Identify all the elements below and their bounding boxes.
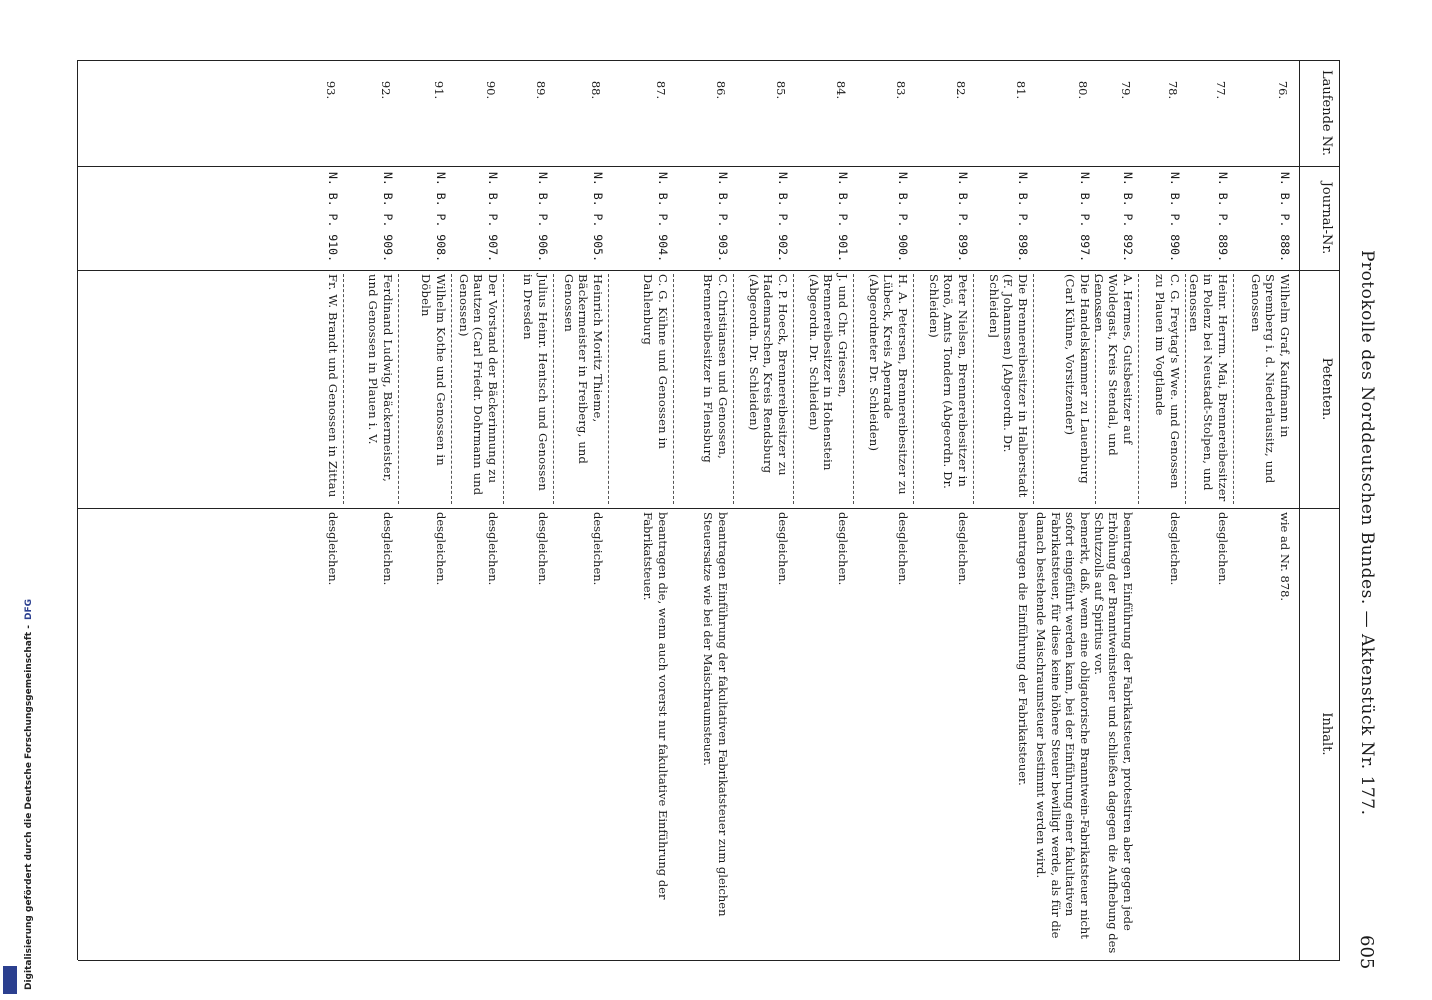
journal-number: N. B. P. 888.	[1278, 172, 1292, 263]
row-separator	[1185, 274, 1186, 504]
row-separator	[1233, 274, 1234, 504]
row-number: 87.	[654, 80, 668, 100]
petition-content: beantragen die, wenn auch vorerst nur fakultative Einführung der Fabrikatsteuer.	[641, 512, 670, 900]
col-header-content: Inhalt.	[1319, 712, 1334, 756]
petition-content: desgleichen.	[1216, 512, 1230, 586]
row-number: 91.	[432, 80, 446, 100]
journal-number: N. B. P. 908.	[434, 172, 448, 263]
row-number: 78.	[1166, 80, 1180, 100]
petition-content: desgleichen.	[1168, 512, 1182, 586]
row-number: 81.	[1014, 80, 1028, 100]
row-separator	[1033, 274, 1034, 504]
petition-content: bemerkt, daß, wenn eine obligatorische Branntwein-Fabrikatsteuer nicht sofort eingeführt werden kann, bei der Einführung einer fakultativen Fabrikatsteuer, für diese keine höhere Steuer bewilligt werde, als für die danach bestehende Maischraumsteuer bestimmt werden wird.	[1034, 512, 1092, 939]
table-top-rule	[1339, 60, 1340, 960]
journal-number: N. B. P. 904.	[656, 172, 670, 263]
petition-content: desgleichen.	[896, 512, 910, 586]
row-separator	[343, 274, 344, 504]
row-number: 89.	[534, 80, 548, 100]
petitioner: C. Christiansen und Genossen, Brennereibesitzer in Flensburg	[701, 274, 730, 463]
row-number: 85.	[774, 80, 788, 100]
col-rule-3	[78, 508, 1340, 509]
col-header-number: Laufende Nr.	[1319, 69, 1334, 157]
journal-number: N. B. P. 898.	[1016, 172, 1030, 263]
running-title: Protokolle des Norddeutschen Bundes. — Aktenstück Nr. 177.	[1357, 250, 1377, 816]
journal-number: N. B. P. 903.	[716, 172, 730, 263]
petitioner: C. P. Hoeck, Brennereibesitzer zu Hademarschen, Kreis Rendsburg (Abgeordn. Dr. Schleiden)	[747, 274, 790, 476]
petition-content: desgleichen.	[434, 512, 448, 586]
table-bottom-rule	[77, 60, 78, 960]
petition-content: beantragen Einführung der Fabrikatsteuer, protestiren aber gegen jede Erhöhung der Branntweinsteuer und schließen dagegen die Aufhebung des Schutzzolls auf Spiritus vor.	[1092, 512, 1135, 954]
table-left-rule	[78, 60, 1340, 61]
journal-number: N. B. P. 890.	[1168, 172, 1182, 263]
row-separator	[503, 274, 504, 504]
row-number: 86.	[714, 80, 728, 100]
petition-content: desgleichen.	[776, 512, 790, 586]
row-separator	[973, 274, 974, 504]
petition-content: desgleichen.	[836, 512, 850, 586]
row-separator	[1095, 274, 1096, 504]
petitioner: Julius Heinr. Hentsch und Genossen in Dresden	[521, 274, 550, 492]
petition-content: desgleichen.	[956, 512, 970, 586]
row-separator	[1138, 274, 1139, 504]
col-header-journal: Journal-Nr.	[1319, 181, 1334, 255]
petitioner: C. G. Kühne und Genossen in Dahlenburg	[641, 274, 670, 450]
petition-content: wie ad Nr. 878.	[1278, 512, 1292, 602]
digitization-footer	[16, 10, 34, 990]
table-header-rule	[1299, 60, 1300, 960]
row-separator	[913, 274, 914, 504]
petitioner: Peter Nielsen, Brennereibesitzer in Ronö, Amts Tondern (Abgeordn. Dr. Schleiden)	[927, 274, 970, 489]
petition-content: desgleichen.	[486, 512, 500, 586]
row-separator	[793, 274, 794, 504]
row-separator	[673, 274, 674, 504]
journal-number: N. B. P. 901.	[836, 172, 850, 263]
petitioner: C. G. Freytag's Wwe. und Genossen zu Plauen im Vogtlande	[1153, 274, 1182, 489]
petition-content: desgleichen.	[591, 512, 605, 586]
journal-number: N. B. P. 889.	[1216, 172, 1230, 263]
row-separator	[398, 274, 399, 504]
row-number: 80.	[1076, 80, 1090, 100]
petitioner: A. Hermes, Gutsbesitzer auf Woldegast, Kreis Stendal, und Genossen	[1092, 274, 1135, 456]
col-rule-2	[78, 270, 1340, 271]
row-separator	[553, 274, 554, 504]
row-separator	[608, 274, 609, 504]
journal-number: N. B. P. 909.	[381, 172, 395, 263]
petition-content: desgleichen.	[326, 512, 340, 586]
petitioner: Der Vorstand der Bäckerinnung zu Bautzen (Carl Friedr. Dohrmann und Genossen)	[457, 274, 500, 496]
petitioner: Ferdinand Ludwig, Bäckermeister, und Genossen in Plauen i. V.	[366, 274, 395, 483]
row-separator	[733, 274, 734, 504]
row-number: 79.	[1119, 80, 1133, 100]
journal-number: N. B. P. 905.	[591, 172, 605, 263]
petitioner: Fr. W. Brandt und Genossen in Zittau	[326, 274, 340, 498]
journal-number: N. B. P. 897.	[1078, 172, 1092, 263]
petitioner: Die Handelskammer zu Lauenburg (Carl Kühne, Vorsitzender)	[1063, 274, 1092, 484]
petition-content: desgleichen.	[536, 512, 550, 586]
petitioner: Wilhelm Kothe und Genossen in Döbeln	[419, 274, 448, 466]
journal-number: N. B. P. 910.	[326, 172, 340, 263]
journal-number: N. B. P. 902.	[776, 172, 790, 263]
col-rule-1	[78, 166, 1340, 167]
journal-number: N. B. P. 906.	[536, 172, 550, 263]
petition-content: beantragen die Einführung der Fabrikatsteuer.	[1016, 512, 1030, 786]
petitions-table	[78, 60, 1340, 960]
petition-content: desgleichen.	[381, 512, 395, 586]
journal-number: N. B. P. 900.	[896, 172, 910, 263]
journal-number: N. B. P. 892.	[1121, 172, 1135, 263]
petitioner: J. und Chr. Griessen, Brennereibesitzer in Hohenstein (Abgeordn. Dr. Schleiden)	[807, 274, 850, 471]
row-number: 92.	[379, 80, 393, 100]
page-number: 605	[1356, 935, 1377, 970]
row-number: 83.	[894, 80, 908, 100]
table-right-rule	[78, 960, 1340, 961]
dfg-label: DFG	[24, 598, 34, 620]
row-number: 84.	[834, 80, 848, 100]
petitioner: Heinrich Moritz Thieme, Bäckermeister in Freiberg, und Genossen	[562, 274, 605, 465]
col-header-petitioners: Petenten.	[1319, 357, 1334, 421]
petitioner: Wilhelm Graf, Kaufmann in Spremberg i. d. Niederlausitz, und Genossen	[1249, 274, 1292, 484]
row-number: 88.	[589, 80, 603, 100]
digitization-note: Digitalisierung gefördert durch die Deutsche Forschungsgemeinschaft -	[24, 625, 34, 990]
row-number: 93.	[324, 80, 338, 100]
petitioner: Die Brennereibesitzer in Halberstadt (F. Johannsen) [Abgeordn. Dr. Schleiden]	[987, 274, 1030, 498]
row-number: 82.	[954, 80, 968, 100]
row-number: 77.	[1214, 80, 1228, 100]
petitioner: Heinr. Herrm. Mai, Brennereibesitzer in Polenz bei Neustadt-Stolpen, und Genossen	[1187, 274, 1230, 502]
journal-number: N. B. P. 899.	[956, 172, 970, 263]
row-separator	[451, 274, 452, 504]
dfg-logo	[3, 966, 17, 994]
row-number: 76.	[1276, 80, 1290, 100]
journal-number: N. B. P. 907.	[486, 172, 500, 263]
petitioner: H. A. Petersen, Brennereibesitzer zu Lübeck, Kreis Apenrade (Abgeordneter Dr. Schleiden)	[867, 274, 910, 495]
petition-content: beantragen Einführung der fakultativen Fabrikatsteuer zum gleichen Steuersatze wie bei der Maischraumsteuer.	[701, 512, 730, 917]
row-number: 90.	[484, 80, 498, 100]
row-separator	[853, 274, 854, 504]
